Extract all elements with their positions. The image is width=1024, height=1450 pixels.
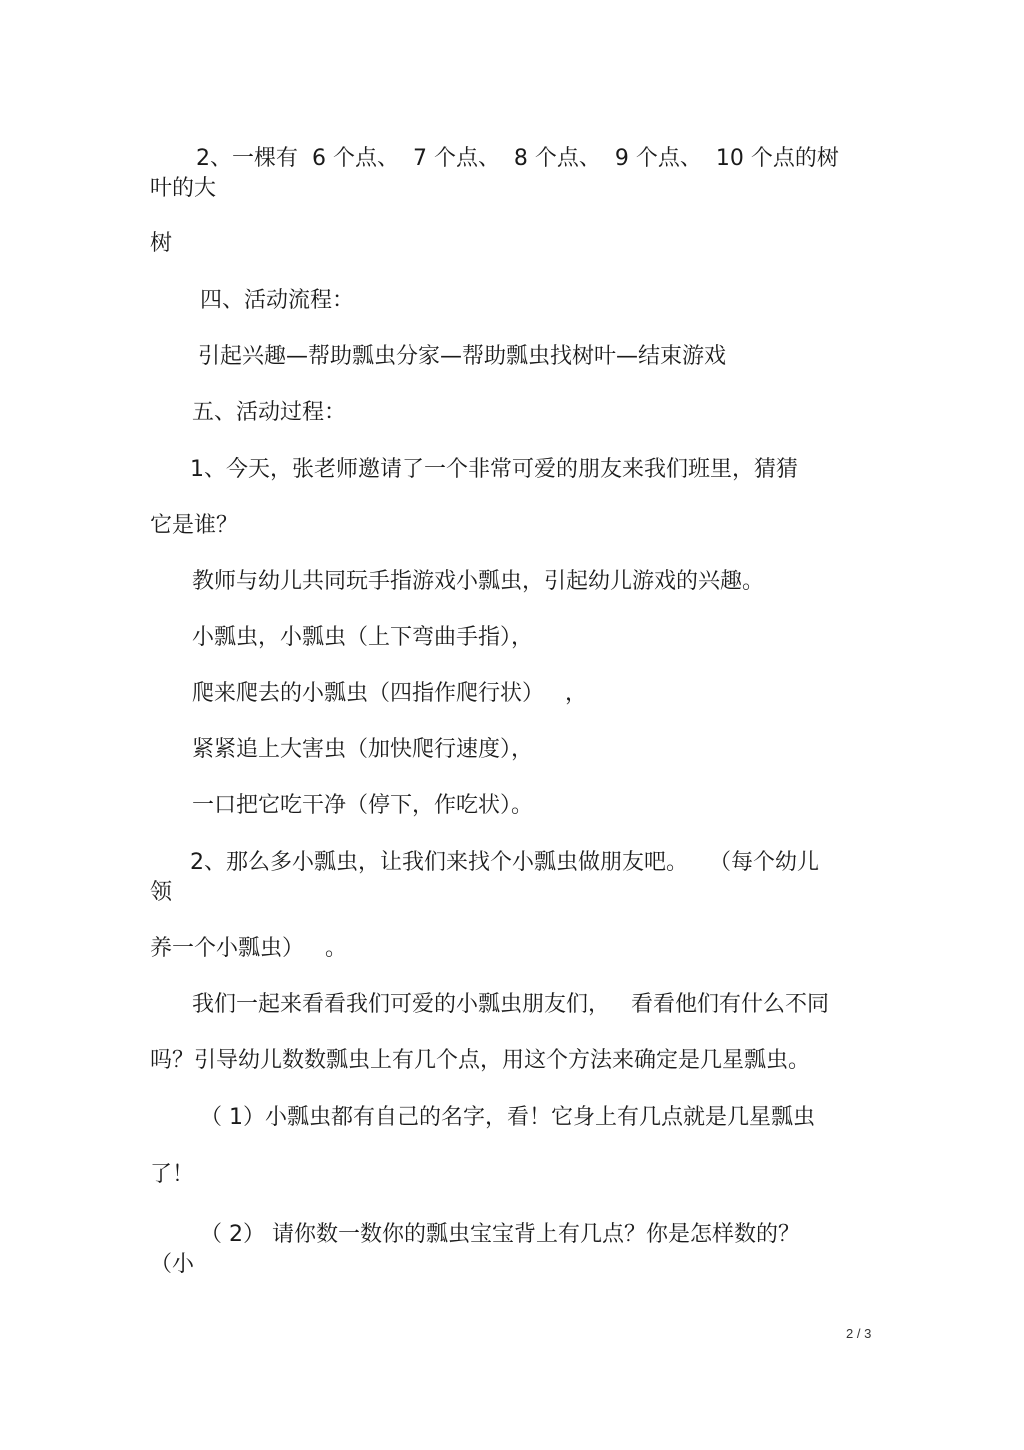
text-line: 我们一起来看看我们可爱的小瓢虫朋友们， 看看他们有什么不同: [192, 992, 829, 1017]
text-line: （小: [150, 1252, 195, 1277]
text-line: 吗？引导幼儿数数瓢虫上有几个点，用这个方法来确定是几星瓢虫。: [150, 1048, 811, 1073]
section-heading: 四、活动流程：: [200, 288, 355, 313]
text-line: 爬来爬去的小瓢虫（四指作爬行状） ，: [192, 681, 587, 706]
text-line: 2、一棵有 6 个点、 7 个点、 8 个点、 9 个点、 10 个点的树: [196, 146, 839, 171]
text-line: 教师与幼儿共同玩手指游戏小瓢虫，引起幼儿游戏的兴趣。: [192, 569, 765, 594]
text-line: 2、那么多小瓢虫，让我们来找个小瓢虫做朋友吧。 （每个幼儿: [190, 850, 819, 875]
text-line: （ 1）小瓢虫都有自己的名字，看！它身上有几点就是几星瓢虫: [200, 1105, 815, 1130]
text-line: 树: [150, 231, 173, 256]
text-line: 它是谁？: [150, 513, 239, 538]
text-line: 引起兴趣—帮助瓢虫分家—帮助瓢虫找树叶—结束游戏: [198, 344, 727, 369]
text-line: 紧紧追上大害虫（加快爬行速度），: [192, 737, 534, 762]
text-line: 了！: [150, 1162, 195, 1187]
page-number: 2 / 3: [846, 1326, 872, 1341]
text-line: 叶的大: [150, 176, 217, 201]
section-heading: 五、活动过程：: [192, 400, 347, 425]
text-line: （ 2） 请你数一数你的瓢虫宝宝背上有几点？你是怎样数的？: [200, 1222, 800, 1247]
text-line: 领: [150, 880, 173, 905]
text-line: 养一个小瓢虫） 。: [150, 936, 347, 961]
text-line: 1、今天，张老师邀请了一个非常可爱的朋友来我们班里，猜猜: [190, 457, 798, 482]
text-line: 小瓢虫，小瓢虫（上下弯曲手指），: [192, 625, 534, 650]
text-line: 一口把它吃干净（停下，作吃状）。: [192, 793, 534, 818]
